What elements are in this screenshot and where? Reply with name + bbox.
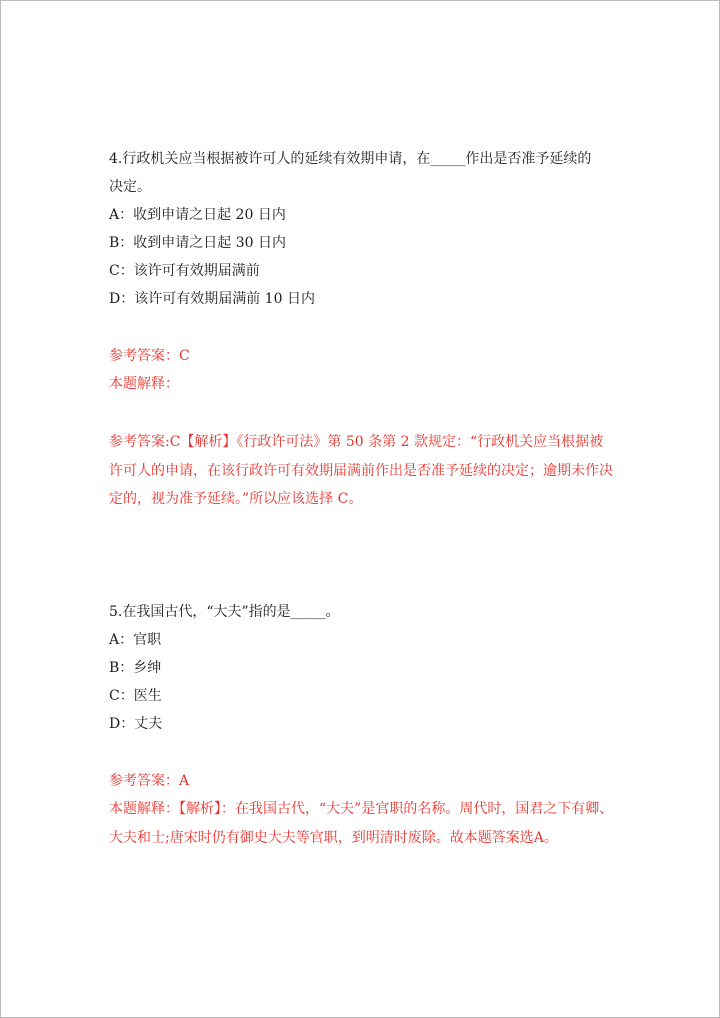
question-4 (109, 145, 617, 313)
explanation-block-4 (109, 428, 617, 514)
option-a: A：收到申请之日起 20 日内 (109, 207, 286, 223)
option-d: D：该许可有效期届满前 10 日内 (109, 291, 315, 307)
answer-block-4 (109, 342, 617, 398)
option-b: B：收到申请之日起 30 日内 (109, 235, 287, 251)
answer-block-5 (109, 767, 617, 852)
explanation-text: 参考答案:C【解析】《行政许可法》第 50 条第 2 款规定：“行政机关应当根据被许可人的申请，在该行政许可有效期届满前作出是否准予延续的决定；逾期未作决定的，视为准予延续。”所以应该选择 C。 (109, 434, 613, 507)
explanation-label: 本题解释： (109, 376, 179, 392)
option-b: B：乡绅 (109, 660, 162, 676)
answer-text: 参考答案：C (109, 348, 190, 364)
option-c: C：医生 (109, 688, 162, 704)
option-d: D：丈夫 (109, 716, 163, 732)
option-c: C：该许可有效期届满前 (109, 263, 260, 279)
explanation-text: 本题解释：【解析】：在我国古代，“大夫”是官职的名称。周代时，国君之下有卿、大夫和士;唐宋时仍有御史大夫等官职，到明清时废除。故本题答案选A。 (109, 801, 614, 846)
option-a: A：官职 (109, 632, 162, 648)
question-stem-line: 5.在我国古代，“大夫”指的是_____。 (109, 604, 340, 620)
question-5 (109, 598, 617, 738)
question-stem-line: 决定。 (109, 179, 151, 195)
answer-text: 参考答案：A (109, 773, 190, 789)
question-stem-line: 4.行政机关应当根据被许可人的延续有效期申请，在_____作出是否准予延续的 (109, 151, 592, 167)
